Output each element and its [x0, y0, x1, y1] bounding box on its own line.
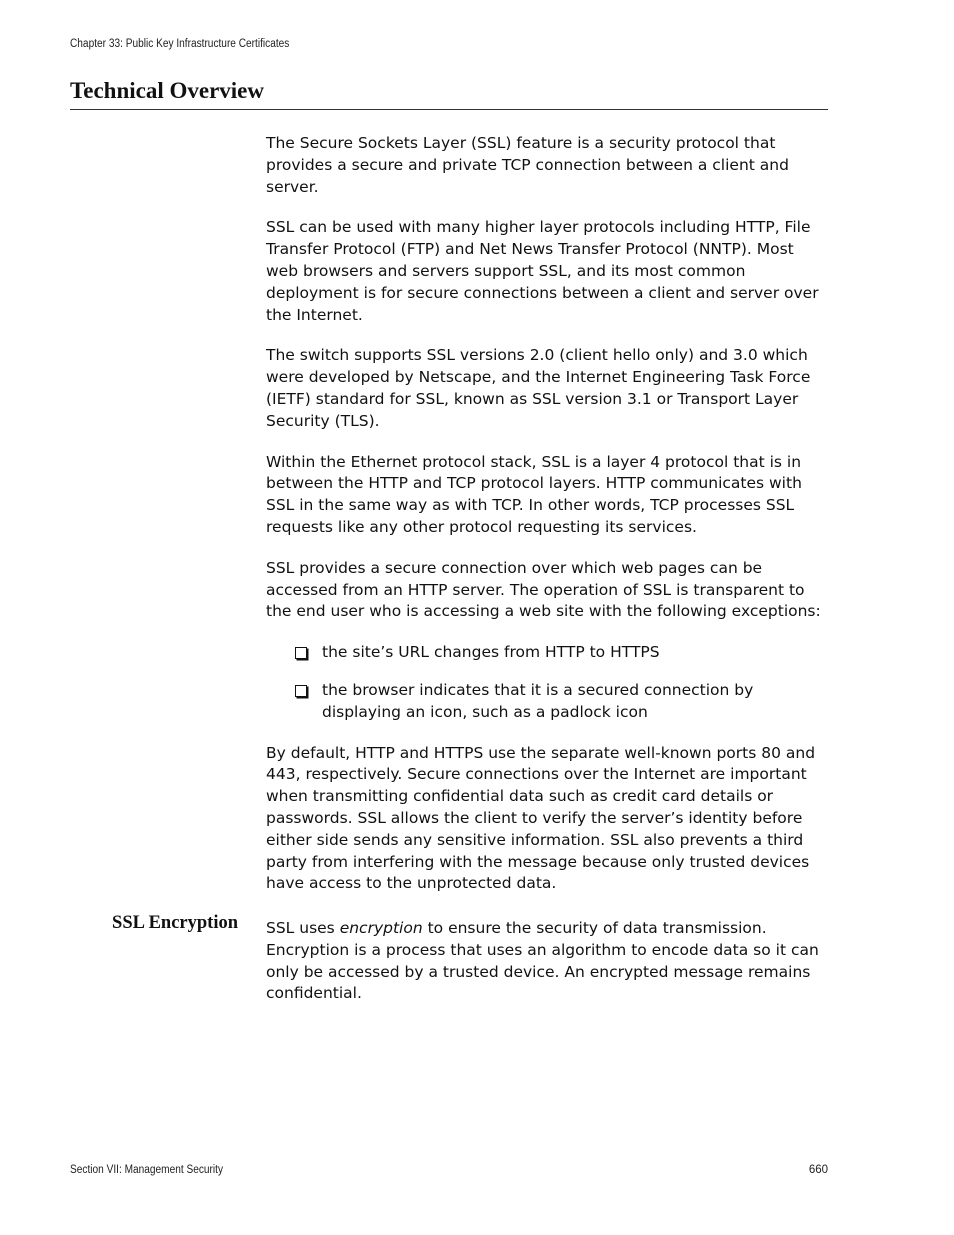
paragraph-ports: By default, HTTP and HTTPS use the separate well-known ports 80 and 443, respectively. Secure connections over the Internet are important when transmitting confidential data such as credit card details or passwords. SSL allows the client to verify the server’s identity before either side sends any sensitive information. SSL also prevents a third party from interfering with the message because only trusted devices have access to the unprotected data.	[266, 743, 816, 893]
paragraph-protocol-stack: Within the Ethernet protocol stack, SSL is a layer 4 protocol that is in between the HTTP and TCP protocol layers. HTTP communicates with SSL in the same way as with TCP. In other words, TCP processes SSL requests like any other protocol requesting its services.	[266, 452, 802, 536]
paragraph-ssl-versions: The switch supports SSL versions 2.0 (client hello only) and 3.0 which were developed by Netscape, and the Internet Engineering Task Force (IETF) standard for SSL, known as SSL version 3.1 or Transport Layer Security (TLS).	[266, 346, 811, 430]
list-item-text: the browser indicates that it is a secured connection by displaying an icon, such as a padlock icon	[322, 680, 754, 721]
encryption-text-after: to ensure the security of data transmission. Encryption is a process that uses an algorithm to encode data so it can only be accessed by a trusted device. An encrypted message remains confidential.	[266, 919, 819, 1003]
list-item	[266, 680, 828, 724]
encryption-term: encryption	[339, 919, 423, 937]
title-rule	[70, 109, 828, 110]
section-title: Technical Overview	[70, 78, 264, 103]
exceptions-list	[266, 642, 828, 723]
checkbox-bullet-icon	[295, 685, 307, 697]
list-item	[266, 642, 828, 664]
paragraph-ssl-intro: The Secure Sockets Layer (SSL) feature is a security protocol that provides a secure and private TCP connection between a client and server.	[266, 134, 789, 196]
body-column	[266, 133, 828, 914]
paragraph-ssl-transparency: SSL provides a secure connection over which web pages can be accessed from an HTTP server. The operation of SSL is transparent to the end user who is accessing a web site with the following exceptions:	[266, 558, 821, 621]
paragraph-ssl-protocols: SSL can be used with many higher layer protocols including HTTP, File Transfer Protocol (FTP) and Net News Transfer Protocol (NNTP). Most web browsers and servers support SSL, and its most common deployment is for secure connections between a client and server over the Internet.	[266, 218, 819, 324]
running-header: Chapter 33: Public Key Infrastructure Certificates	[70, 38, 290, 50]
checkbox-bullet-icon	[295, 647, 307, 659]
footer-section: Section VII: Management Security	[70, 1164, 224, 1176]
subsection-title: SSL Encryption	[112, 913, 238, 933]
subsection-body	[266, 918, 828, 1005]
encryption-text-before: SSL uses	[266, 919, 340, 937]
page-number: 660	[808, 1164, 828, 1176]
paragraph-encryption	[266, 918, 828, 1005]
list-item-text: the site’s URL changes from HTTP to HTTPS	[322, 643, 660, 662]
